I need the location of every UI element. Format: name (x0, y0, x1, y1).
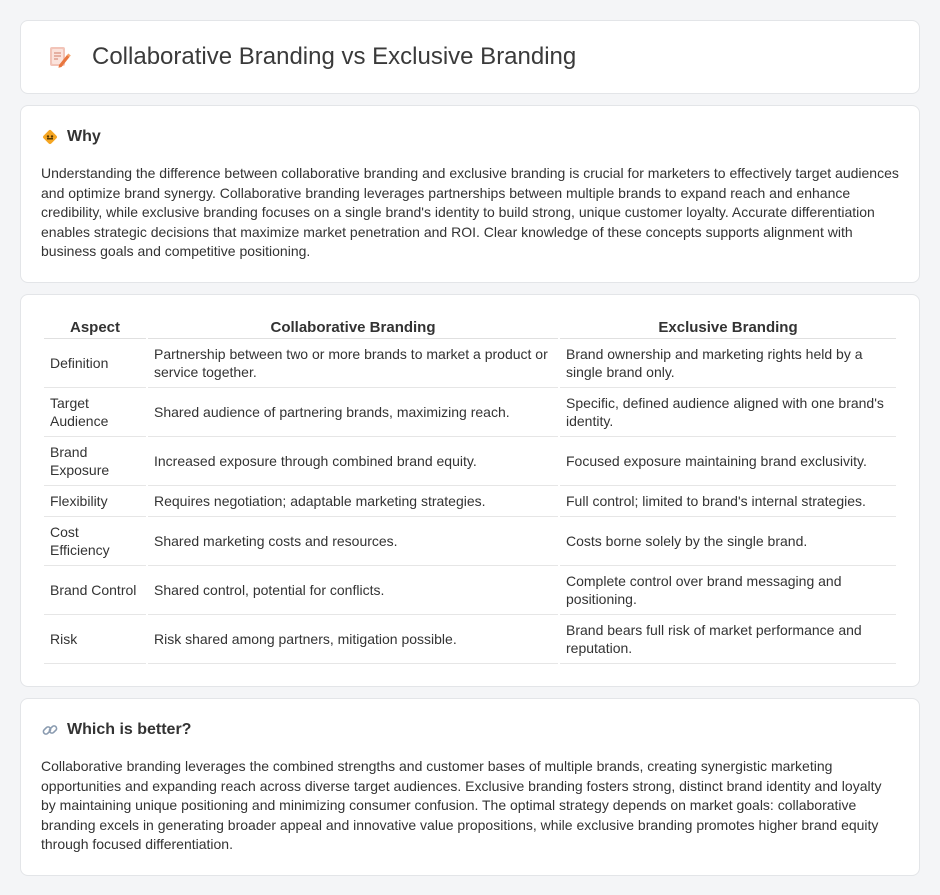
header-exclusive: Exclusive Branding (560, 315, 896, 339)
comparison-table (42, 315, 898, 664)
row-exclusive: Full control; limited to brand's internal strategies. (560, 486, 896, 517)
row-aspect: Brand Exposure (44, 437, 146, 486)
row-collaborative: Shared audience of partnering brands, maximizing reach. (148, 388, 558, 437)
table-row (44, 566, 896, 615)
document-pencil-icon (46, 44, 72, 70)
row-aspect: Cost Efficiency (44, 517, 146, 566)
table-row (44, 437, 896, 486)
why-paragraph: Understanding the difference between collaborative branding and exclusive branding is crucial for marketers to effectively target audiences and optimize brand synergy. Collaborative branding leverages partnerships between multiple brands to expand reach and enhance credibility, while exclusive branding focuses on a single brand's identity to build strong, unique customer loyalty. Accurate differentiation enables strategic decisions that maximize market penetration and ROI. Clear knowledge of these concepts supports alignment with business goals and competitive positioning. (41, 165, 899, 260)
which-paragraph: Collaborative branding leverages the combined strengths and customer bases of multiple brands, creating synergistic marketing opportunities and expanding reach across diverse target audiences. Exclusive branding fosters strong, distinct brand identity and loyalty by maintaining unique positioning and minimizing consumer confusion. The optimal strategy depends on market goals: collaborative branding excels in generating broader appeal and innovative value propositions, while exclusive branding promotes higher brand equity through focused differentiation. (41, 758, 882, 853)
table-row (44, 388, 896, 437)
diamond-sign-icon (41, 128, 59, 146)
table-header-row (44, 315, 896, 339)
table-row (44, 486, 896, 517)
row-exclusive: Costs borne solely by the single brand. (560, 517, 896, 566)
row-collaborative: Requires negotiation; adaptable marketing strategies. (148, 486, 558, 517)
row-aspect: Definition (44, 339, 146, 388)
table-row (44, 615, 896, 664)
row-collaborative: Risk shared among partners, mitigation possible. (148, 615, 558, 664)
row-collaborative: Partnership between two or more brands to market a product or service together. (148, 339, 558, 388)
why-title: Why (67, 128, 101, 145)
link-icon (41, 721, 59, 739)
row-exclusive: Specific, defined audience aligned with one brand's identity. (560, 388, 896, 437)
header-collaborative: Collaborative Branding (148, 315, 558, 339)
row-aspect: Target Audience (44, 388, 146, 437)
page-title: Collaborative Branding vs Exclusive Branding (92, 43, 577, 70)
row-collaborative: Shared marketing costs and resources. (148, 517, 558, 566)
table-row (44, 339, 896, 388)
row-collaborative: Increased exposure through combined brand equity. (148, 437, 558, 486)
row-exclusive: Focused exposure maintaining brand exclusivity. (560, 437, 896, 486)
row-aspect: Flexibility (44, 486, 146, 517)
row-exclusive: Complete control over brand messaging and positioning. (560, 566, 896, 615)
table-row (44, 517, 896, 566)
row-aspect: Risk (44, 615, 146, 664)
header-aspect: Aspect (44, 315, 146, 339)
header-card (20, 20, 920, 94)
row-exclusive: Brand bears full risk of market performance and reputation. (560, 615, 896, 664)
row-exclusive: Brand ownership and marketing rights held by a single brand only. (560, 339, 896, 388)
why-section (20, 105, 920, 283)
why-heading (41, 128, 899, 146)
which-heading (41, 721, 899, 739)
row-collaborative: Shared control, potential for conflicts. (148, 566, 558, 615)
which-title: Which is better? (67, 721, 192, 738)
comparison-table-card (20, 294, 920, 687)
which-section (20, 698, 920, 876)
row-aspect: Brand Control (44, 566, 146, 615)
